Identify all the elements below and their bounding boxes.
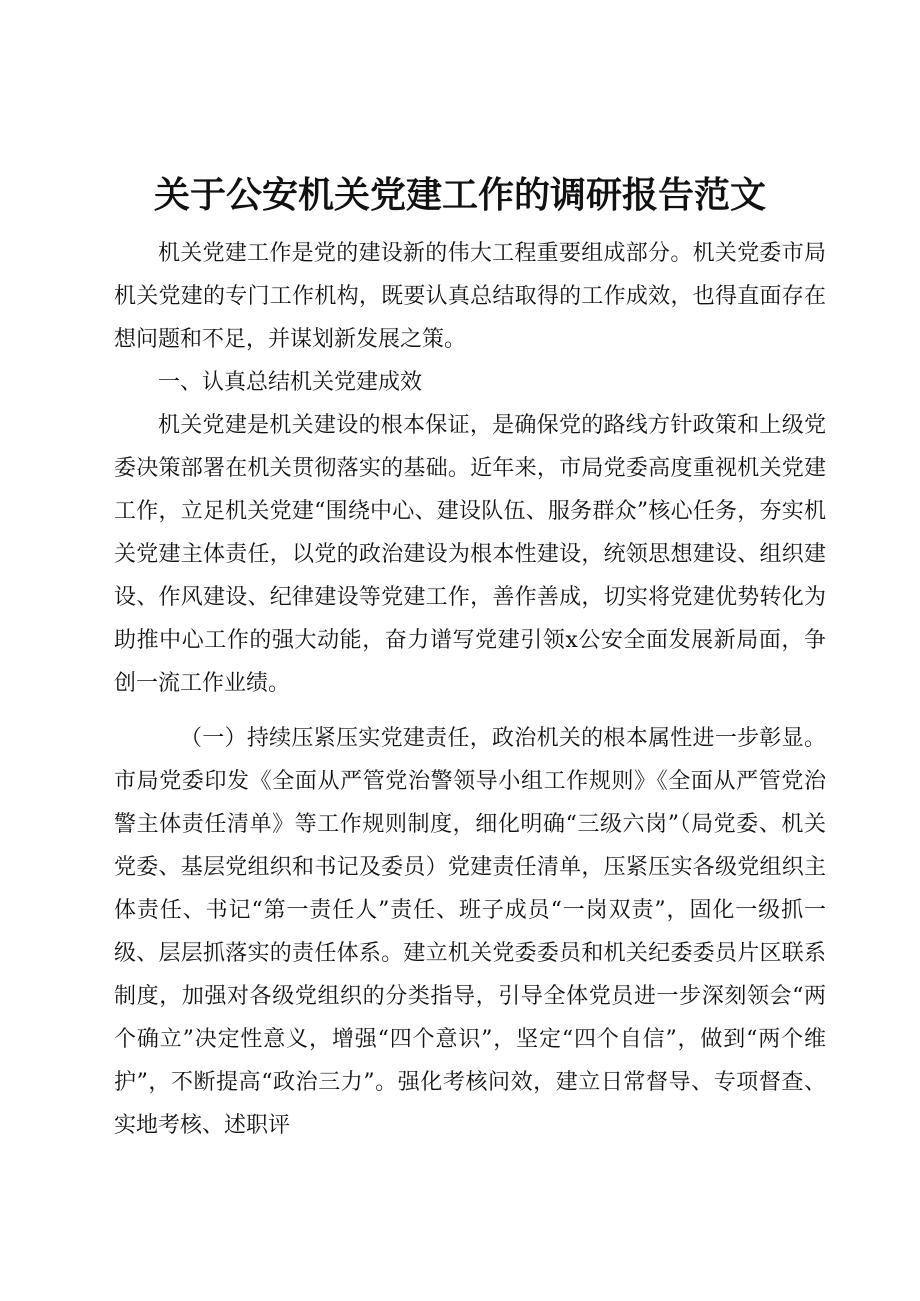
subsection-paragraph: （一）持续压紧压实党建责任，政治机关的根本属性进一步彰显。市局党委印发《全面从严管党治警领导小组工作规则》《全面从严管党治警主体责任清单》等工作规则制度，细化明确“三级六岗”（局党委、机关党委、基层党组织和书记及委员）党建责任清单，压紧压实各级党组织主体责任、书记“第一责任人”责任、班子成员“一岗双责”，固化一级抓一级、层层抓落实的责任体系。建立机关党委委员和机关纪委委员片区联系制度，加强对各级党组织的分类指导，引导全体党员进一步深刻领会“两个确立”决定性意义，增强“四个意识”，坚定“四个自信”，做到“两个维护”，不断提高“政治三力”。强化考核问效，建立日常督导、专项督查、实地考核、述职评: [114, 726, 826, 1138]
document-title: 关于公安机关党建工作的调研报告范文: [153, 175, 766, 216]
section-heading: 一、认真总结机关党建成效: [158, 370, 423, 395]
intro-paragraph: 机关党建工作是党的建设新的伟大工程重要组成部分。机关党委市局机关党建的专门工作机构，既要认真总结取得的工作成效，也得直面存在想问题和不足，并谋划新发展之策。: [114, 241, 826, 352]
body-paragraph: 机关党建是机关建设的根本保证，是确保党的路线方针政策和上级党委决策部署在机关贯彻落实的基础。近年来，市局党委高度重视机关党建工作，立足机关党建“围绕中心、建设队伍、服务群众”核心任务，夯实机关党建主体责任，以党的政治建设为根本性建设，统领思想建设、组织建设、作风建设、纪律建设等党建工作，善作善成，切实将党建优势转化为助推中心工作的强大动能，奋力谱写党建引领x公安全面发展新局面，争创一流工作业绩。: [114, 413, 826, 696]
document-body: [114, 232, 826, 1147]
